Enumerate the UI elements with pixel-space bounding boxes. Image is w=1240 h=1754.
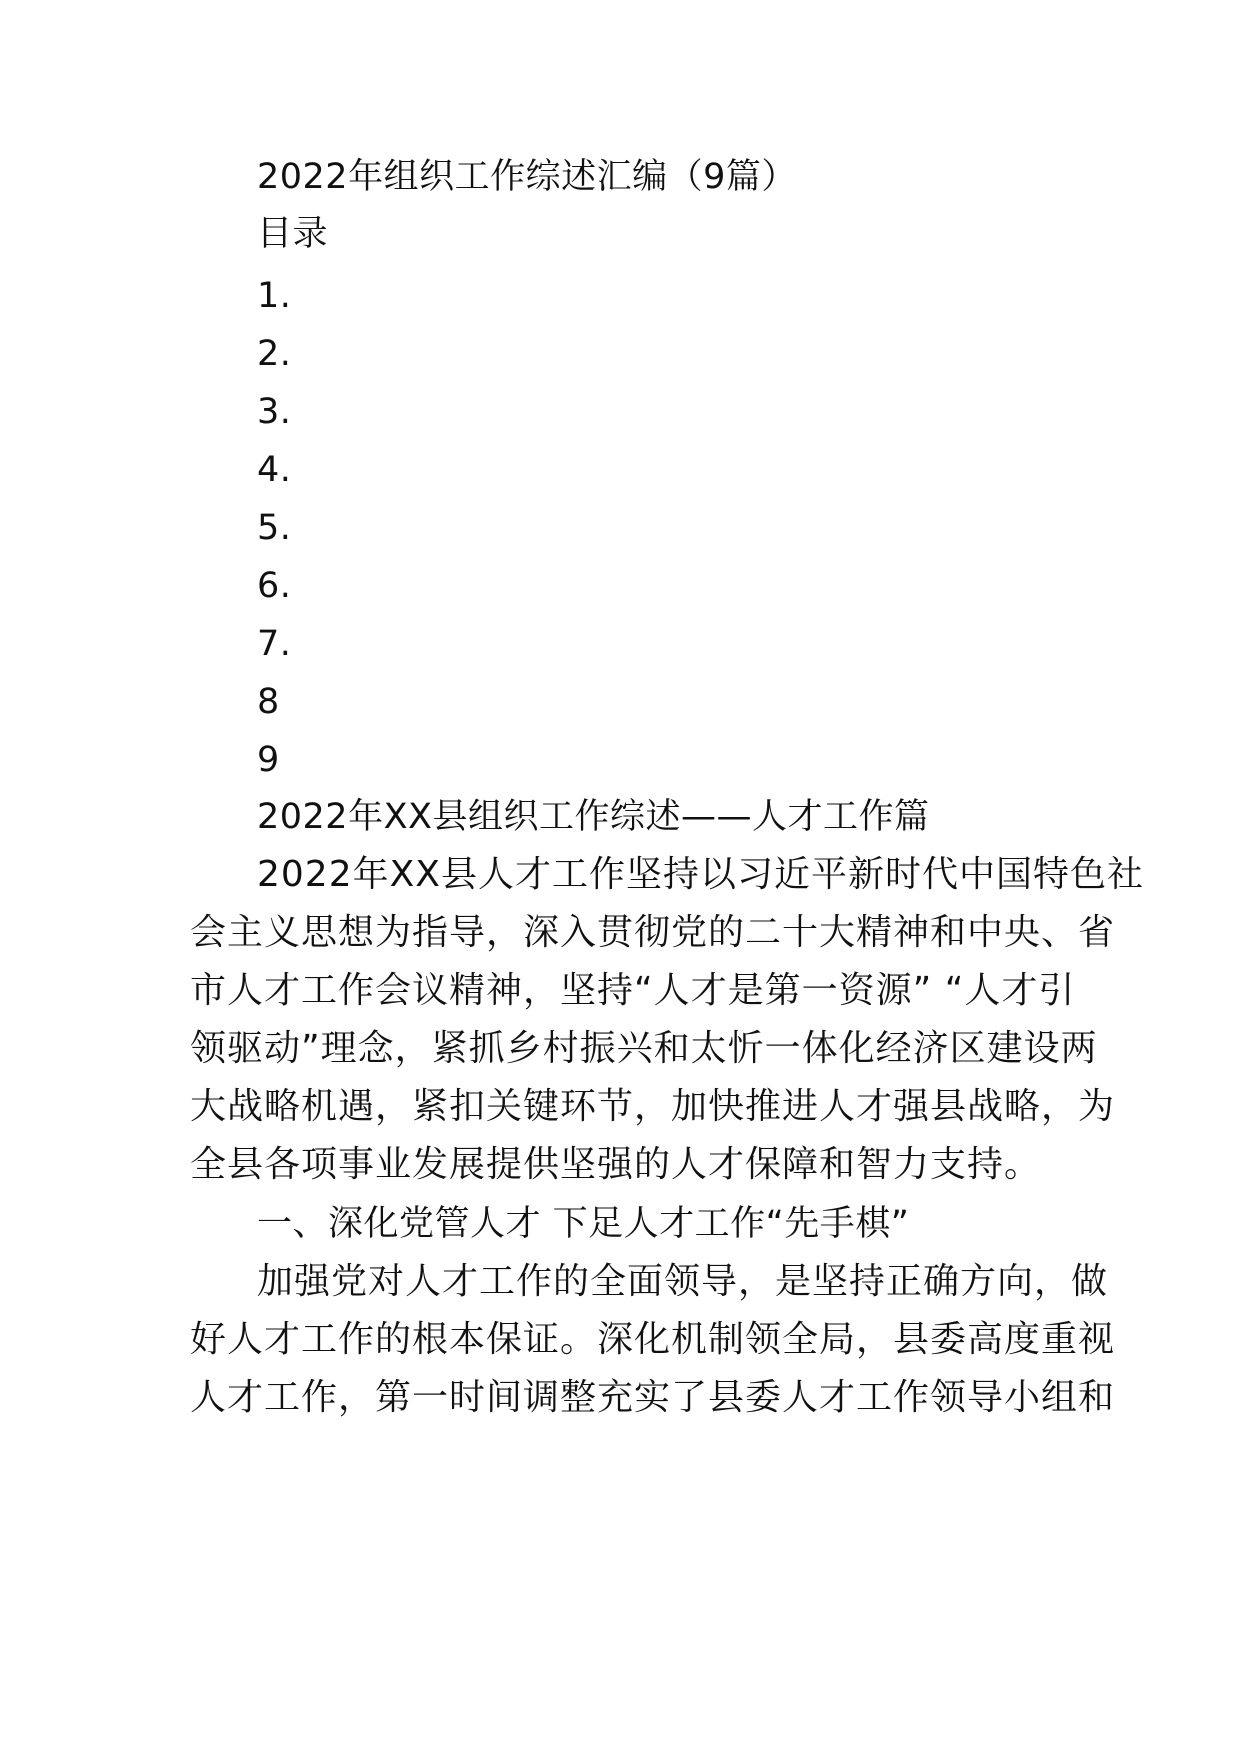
toc-item-6: 6. — [257, 566, 292, 606]
paragraph-1-line-2: 会主义思想为指导，深入贯彻党的二十大精神和中央、省 — [190, 912, 1116, 953]
paragraph-2-line-3: 人才工作，第一时间调整充实了县委人才工作领导小组和 — [190, 1377, 1116, 1418]
paragraph-1-line-6: 全县各项事业发展提供坚强的人才保障和智力支持。 — [190, 1144, 1042, 1185]
toc-item-7: 7. — [257, 624, 292, 664]
paragraph-2-line-1: 加强党对人才工作的全面领导，是坚持正确方向，做 — [257, 1261, 1109, 1302]
document-title: 2022年组织工作综述汇编（9篇） — [257, 157, 797, 197]
toc-item-2: 2. — [257, 334, 292, 374]
toc-heading: 目录 — [257, 214, 329, 254]
toc-item-5: 5. — [257, 508, 292, 548]
toc-item-8: 8 — [257, 682, 280, 722]
paragraph-1-line-4: 领驱动”理念，紧抓乡村振兴和太忻一体化经济区建设两 — [190, 1028, 1098, 1069]
paragraph-1-line-3: 市人才工作会议精神，坚持“人才是第一资源” “人才引 — [190, 970, 1076, 1011]
paragraph-1-line-1: 2022年XX县人才工作坚持以习近平新时代中国特色社 — [257, 854, 1144, 895]
paragraph-2-line-2: 好人才工作的根本保证。深化机制领全局，县委高度重视 — [190, 1319, 1116, 1360]
article-title: 2022年XX县组织工作综述——人才工作篇 — [257, 797, 930, 837]
toc-item-9: 9 — [257, 740, 280, 780]
toc-item-3: 3. — [257, 392, 292, 432]
toc-item-4: 4. — [257, 450, 292, 490]
toc-item-1: 1. — [257, 276, 292, 316]
paragraph-1-line-5: 大战略机遇，紧扣关键环节，加快推进人才强县战略，为 — [190, 1086, 1116, 1127]
section-1-heading: 一、深化党管人才 下足人才工作“先手棋” — [257, 1204, 910, 1244]
